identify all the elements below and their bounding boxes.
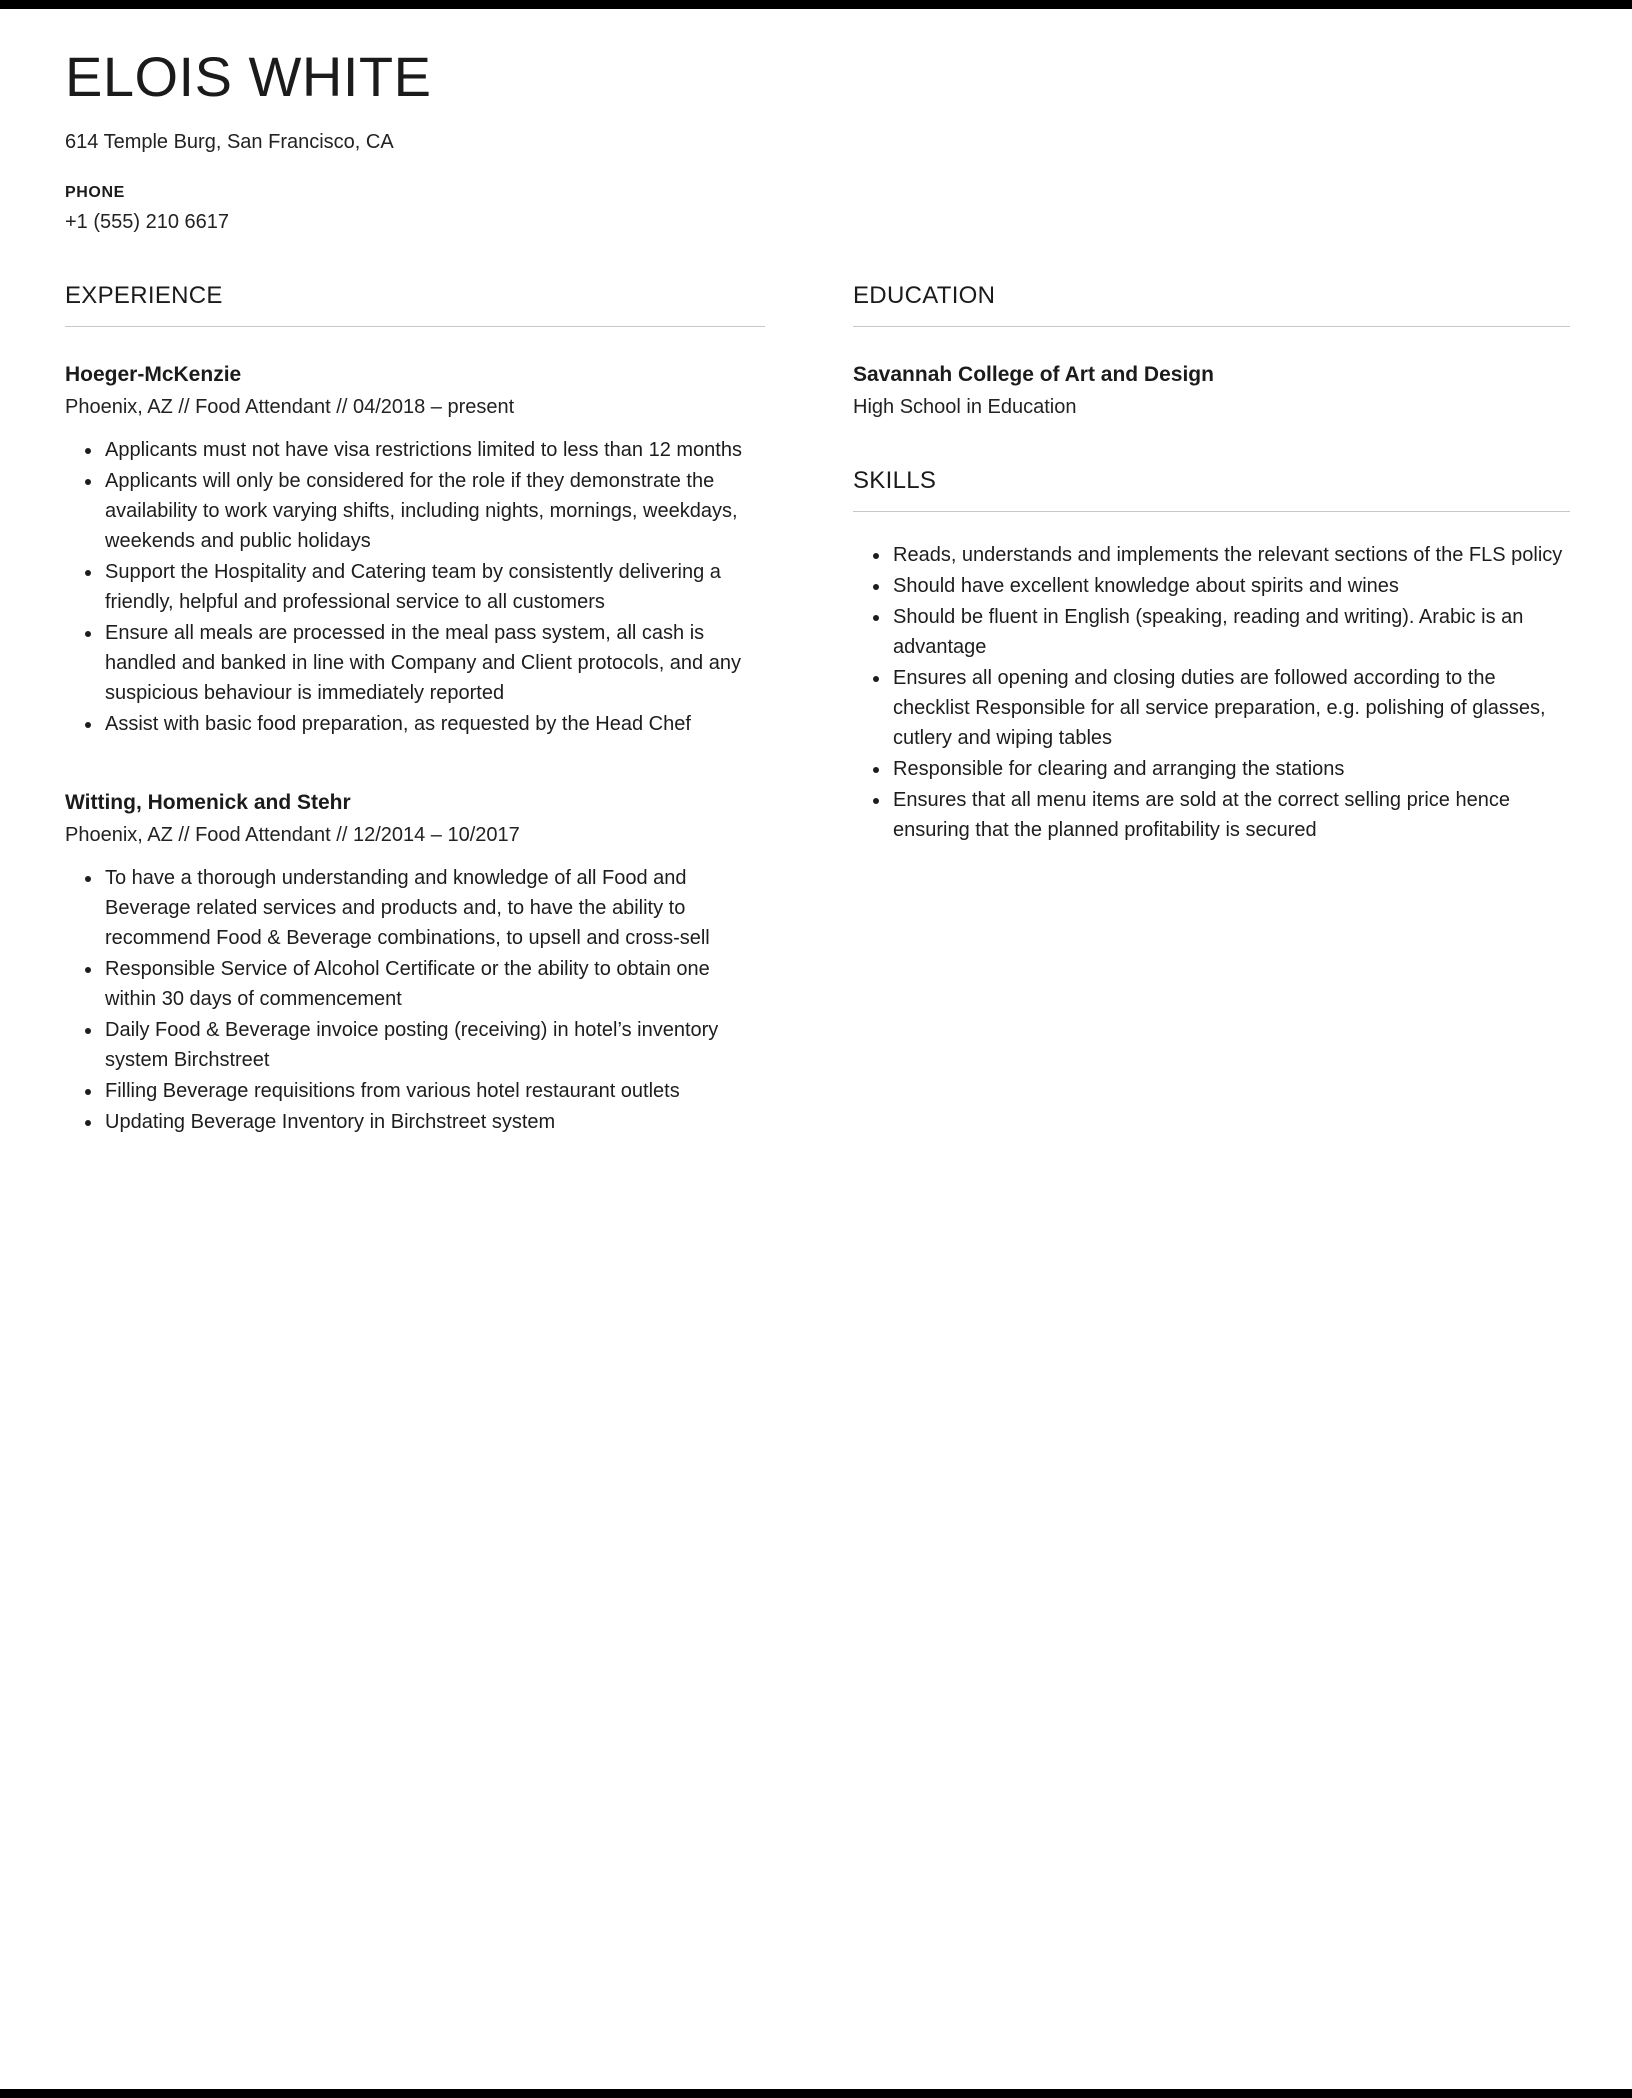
experience-divider	[65, 326, 765, 327]
job-entry	[65, 791, 765, 1137]
resume-columns	[65, 282, 1570, 1138]
school-name: Savannah College of Art and Design	[853, 362, 1214, 386]
job-bullet: • Assist with basic food preparation, as requested by the Head Chef	[103, 709, 765, 739]
jobs-list	[65, 363, 765, 1137]
job-entry	[65, 363, 765, 739]
skill-item: • Should be fluent in English (speaking, reading and writing). Arabic is an advantage	[891, 602, 1570, 662]
job-bullet: • Filling Beverage requisitions from various hotel restaurant outlets	[103, 1076, 765, 1106]
skill-item: • Responsible for clearing and arranging the stations	[891, 754, 1570, 784]
job-bullet: • Updating Beverage Inventory in Birchstreet system	[103, 1107, 765, 1137]
resume-header	[65, 45, 1570, 234]
candidate-address: 614 Temple Burg, San Francisco, CA	[65, 130, 394, 153]
job-bullet: • To have a thorough understanding and knowledge of all Food and Beverage related services and products and, to have the ability to recommend Food & Beverage combinations, to upsell and cross-sell	[103, 863, 765, 953]
candidate-name: ELOIS WHITE	[65, 45, 432, 108]
job-bullet: • Daily Food & Beverage invoice posting (receiving) in hotel’s inventory system Birchstreet	[103, 1015, 765, 1075]
right-column	[853, 282, 1570, 1138]
skill-item: • Should have excellent knowledge about spirits and wines	[891, 571, 1570, 601]
school-degree: High School in Education	[853, 395, 1077, 418]
job-bullets	[65, 435, 765, 739]
job-bullet: • Responsible Service of Alcohol Certificate or the ability to obtain one within 30 days of commencement	[103, 954, 765, 1014]
job-bullet: • Ensure all meals are processed in the meal pass system, all cash is handled and banked in line with Company and Client protocols, and any suspicious behaviour is immediately reported	[103, 618, 765, 708]
education-heading: EDUCATION	[853, 281, 996, 309]
phone-number: +1 (555) 210 6617	[65, 210, 230, 233]
skill-item: • Reads, understands and implements the relevant sections of the FLS policy	[891, 540, 1570, 570]
experience-heading: EXPERIENCE	[65, 281, 223, 309]
job-company: Witting, Homenick and Stehr	[65, 790, 351, 814]
phone-label: PHONE	[65, 183, 125, 201]
skills-section	[853, 467, 1570, 845]
education-section	[853, 282, 1570, 419]
job-company: Hoeger-McKenzie	[65, 362, 242, 386]
bottom-accent-bar	[0, 2089, 1632, 2098]
job-meta: Phoenix, AZ // Food Attendant // 12/2014 – 10/2017	[65, 823, 520, 846]
skill-item: • Ensures that all menu items are sold at the correct selling price hence ensuring that the planned profitability is secured	[891, 785, 1570, 845]
experience-section	[65, 282, 765, 1138]
job-bullet: • Applicants will only be considered for the role if they demonstrate the availability to work varying shifts, including nights, mornings, weekdays, weekends and public holidays	[103, 466, 765, 556]
top-accent-bar	[0, 0, 1632, 9]
job-bullet: • Support the Hospitality and Catering team by consistently delivering a friendly, helpful and professional service to all customers	[103, 557, 765, 617]
skills-list	[853, 540, 1570, 845]
job-bullet: • Applicants must not have visa restrictions limited to less than 12 months	[103, 435, 765, 465]
education-divider	[853, 326, 1570, 327]
skills-divider	[853, 511, 1570, 512]
skill-item: • Ensures all opening and closing duties are followed according to the checklist Responsible for all service preparation, e.g. polishing of glasses, cutlery and wiping tables	[891, 663, 1570, 753]
job-bullets	[65, 863, 765, 1137]
job-meta: Phoenix, AZ // Food Attendant // 04/2018 – present	[65, 395, 515, 418]
skills-heading: SKILLS	[853, 466, 937, 494]
